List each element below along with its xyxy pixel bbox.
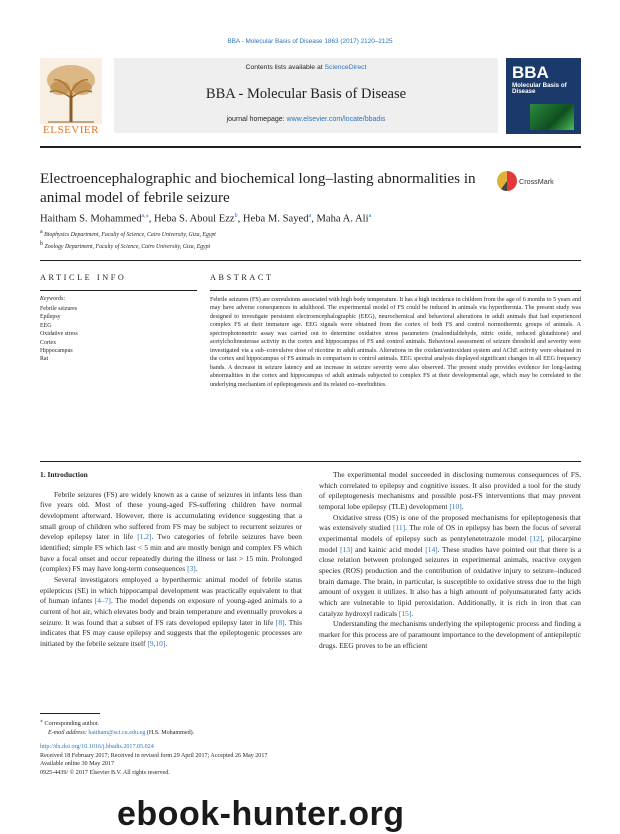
citation-link[interactable]: [3]: [187, 564, 196, 574]
author-affil-mark[interactable]: a: [308, 213, 312, 219]
citation-link[interactable]: [12]: [529, 533, 543, 543]
keyword-item: Rat: [40, 356, 49, 363]
author-name: Heba M. Sayed: [242, 213, 309, 225]
body-paragraph: [319, 470, 581, 513]
paragraph-text: . The model depends on exposure of young-aged animals to a current of hot air, which elevates body and brain temperature and eventually provokes a seizure. It was found that a subset of FS rats developed epilepsy later in life: [40, 596, 303, 627]
citation-link[interactable]: [9,10]: [147, 638, 166, 648]
footnote-mark: ⁎: [40, 718, 43, 724]
body-paragraph: [40, 490, 302, 575]
cover-text: [512, 64, 576, 95]
abstract-text: Febrile seizures (FS) are convulsions associated with high body temperature. It has a high incidence in children from the age of 6 months to 5 years and may have adverse consequences in adulthood. The experimental model of FS could be induced in animals via hyperthermia. The present study was designed to investigate persistent electroencephalographic (EEG), neurochemical and behavioral alterations in adult animals that had experienced complex FS at their immature age. EEG signals were obtained from the cortex of both FS and control normothermic groups of animals. A spectrophotometric assay was carried out to determine oxidative stress parameters (malondialdehyde, nitric oxide, reduced glutathione) and acetylcholinesterase activity in the cortex and hippocampus of FS and control animals. Behavioral assessment of seizure threshold and severity were investigated via a sub–convulsive dose of nicotine in adult animals. Alterations in the oxidant/antioxidant system and AChE activity were obtained in the cortex and hippocampus of FS animals in comparison to control animals. EEG spectral analysis displayed significant changes in all EEG frequency bands. A decrease in seizure latency and an increase in seizure severity were also observed. The present study provides evidence for long-lasting abnormalities in the cortex and hippocampus of adult animals subjected to complex FS at their developmental age, which may be correlated to the underlying mechanism of epileptogenesis and its related co–morbidities.: [210, 297, 581, 388]
paragraph-text: .: [461, 501, 464, 511]
journal-masthead: [40, 58, 581, 141]
right-paragraphs: [319, 470, 581, 651]
homepage-link[interactable]: www.elsevier.com/locate/bbadis: [286, 116, 386, 123]
footnote-label: Corresponding author.: [44, 721, 100, 728]
paragraph-text: . Two categories of febrile seizures have been identified; simple FS which last < 5 min and are mostly benign and complex FS which have a focal onset and occur repeatedly during the illness or last > 15 min. Prolonged (complex) FS may have long-term consequences: [40, 532, 302, 574]
elsevier-logo[interactable]: [40, 58, 102, 138]
article-info-heading: ARTICLE INFO: [40, 273, 127, 282]
paper-title: Electroencephalographic and biochemical long–lasting abnormalities in animal model of febrile seizure: [40, 170, 476, 206]
watermark: ebook-hunter.org: [117, 795, 405, 833]
body-paragraph: [319, 619, 581, 651]
author-separator: ,: [148, 213, 154, 225]
masthead-rule: [40, 146, 581, 148]
citation-link[interactable]: [8]: [275, 617, 285, 627]
citation-link[interactable]: [11]: [393, 523, 406, 533]
body-paragraph: [40, 575, 302, 650]
article-info-rule: [40, 290, 197, 291]
email-link[interactable]: haitham@sci.cu.edu.eg: [88, 729, 146, 736]
keyword-item: EEG: [40, 322, 52, 329]
keyword-item: Epilepsy: [40, 314, 61, 321]
paragraph-text: Oxidative stress (OS) is one of the proposed mechanisms for epileptogenesis that was extensively studied: [319, 512, 581, 533]
affiliation-text: Biophysics Department, Faculty of Science, Cairo University, Giza, Egypt: [44, 231, 216, 238]
cover-image: [530, 104, 574, 130]
received-dates: Received 18 February 2017; Received in revised form 29 April 2017; Accepted 26 May 2017: [40, 752, 268, 759]
crossmark-label: CrossMark: [519, 177, 554, 186]
keywords-list: [40, 305, 78, 364]
paragraph-text: Several investigators employed a hyperthermic animal model of febrile status epilepticus (SE) in which hippocampal development was practically equivalent to that of human infants: [40, 574, 302, 606]
body-paragraph: [319, 513, 581, 620]
cover-subtitle: Molecular Basis of Disease: [512, 82, 567, 96]
publication-info: [40, 743, 267, 777]
corresponding-author-footnote: [40, 717, 194, 737]
email-suffix: (H.S. Mohammed).: [145, 729, 195, 736]
section-rule: [40, 260, 581, 261]
email-label: E-mail address:: [48, 729, 89, 736]
crossmark-badge[interactable]: [497, 170, 553, 192]
footnote-rule: [40, 713, 100, 714]
paragraph-text: The experimental model succeeded in disclosing numerous consequences of FS, which correlated to epilepsy and cognitive issues. It also provided a tool for the study of epileptogenesis mechanisms and possible post-FS interventions that may prevent temporal lobe epilepsy (TLE) development: [319, 470, 581, 511]
author-separator: ,: [311, 213, 317, 225]
citation-link[interactable]: [1,2]: [137, 532, 152, 542]
affiliation-line: [40, 228, 581, 240]
author-name: Haitham S. Mohammed: [40, 213, 142, 225]
author-separator: ,: [237, 213, 243, 225]
body-column-right: [319, 470, 581, 651]
affiliation-mark: b: [40, 240, 45, 247]
keyword-item: Febrile seizures: [40, 306, 78, 312]
homepage-line: [114, 116, 498, 123]
cover-title: BBA: [512, 63, 549, 82]
sciencedirect-link[interactable]: ScienceDirect: [324, 64, 367, 71]
author-name: Heba S. Aboul Ezz: [153, 213, 235, 225]
paragraph-text: Understanding the mechanisms underlying the epileptogenic process and finding a marker for this process are of paramount importance to the development of antiepileptic drugs. EEG proves to be an efficient: [319, 619, 581, 650]
footnote-line-2: [40, 729, 194, 738]
author-affil-mark[interactable]: b: [234, 213, 238, 219]
elsevier-wordmark: ELSEVIER: [43, 124, 99, 136]
citation-link[interactable]: [15]: [398, 608, 412, 618]
abstract-rule: [210, 290, 581, 291]
author-affil-mark[interactable]: a,⁎: [141, 213, 149, 219]
footnote-line-1: [40, 717, 194, 729]
copyright-line: 0925-4439/ © 2017 Elsevier B.V. All rights reserved.: [40, 769, 170, 776]
keywords-label: Keywords:: [40, 296, 66, 302]
paragraph-text: and kainic acid model: [352, 544, 426, 554]
masthead-panel: [114, 58, 498, 133]
paragraph-text: Febrile seizures (FS) are widely known as a cause of seizures in infants less than five years old. Most of these young-aged FS-suffering children have normal development afterward. However, there is accumulating evidence suggesting that a small group of children who suffered from FS may be subject to recurrent seizures or develop epilepsy later in life: [40, 489, 302, 542]
keyword-item: Cortex: [40, 339, 57, 346]
paragraph-text: . This indicates that FS may cause epilepsy and suggests that the epileptogenic processes are initiated by the febrile seizure itself: [40, 617, 302, 648]
author-affil-mark[interactable]: a: [368, 213, 372, 219]
contents-line: [114, 64, 498, 71]
paragraph-text: . The role of OS in epilepsy has been the focus of several experimental models of epilepsy such as pentylenetetrazole model: [319, 523, 581, 543]
author-name: Maha A. Ali: [316, 213, 369, 225]
body-column-left: [40, 470, 302, 650]
affiliations: [40, 228, 581, 252]
online-date: Available online 30 May 2017: [40, 761, 115, 768]
citation-link[interactable]: [4–7]: [94, 596, 111, 606]
crossmark-icon: [497, 171, 517, 191]
paragraph-text: .: [165, 638, 168, 648]
affiliation-line: [40, 240, 581, 252]
journal-reference[interactable]: BBA - Molecular Basis of Disease 1863 (2017) 2120–2125: [227, 38, 393, 45]
left-paragraphs: [40, 490, 302, 650]
citation-link[interactable]: [13]: [340, 544, 353, 554]
keyword-item: Oxidative stress: [40, 331, 78, 338]
affiliation-mark: a: [40, 229, 45, 235]
paragraph-text: .: [411, 608, 414, 618]
paragraph-text: .: [195, 564, 198, 574]
abstract-bottom-rule: [40, 461, 581, 462]
doi-link[interactable]: http://dx.doi.org/10.1016/j.bbadis.2017.05.024: [40, 744, 154, 750]
abstract-heading: ABSTRACT: [210, 273, 274, 282]
citation-link[interactable]: [10]: [449, 501, 462, 511]
affiliation-text: Zoology Department, Faculty of Science, Cairo University, Giza, Egypt: [44, 243, 211, 250]
keyword-item: Hippocampus: [40, 348, 73, 355]
citation-link[interactable]: [14]: [425, 544, 438, 554]
homepage-prefix: journal homepage:: [226, 116, 287, 123]
journal-cover[interactable]: [506, 58, 581, 134]
contents-prefix: Contents lists available at: [245, 64, 325, 71]
paragraph-text: . These studies have pointed out that there is a close relation between prolonged seizures in experimental animals, reactive oxygen species (ROS) production and the contribution of oxidative injury to seizure–induced brain damage. The brain, in particular, is susceptible to oxidative stress due to the high amount of oxygen it utilizes. It also has a high amount of polyunsaturated fatty acids which are vulnerable to lipid peroxidation. Additionally, it is rich in iron that can catalyze hydroxyl radicals: [319, 544, 581, 618]
journal-title: BBA - Molecular Basis of Disease: [205, 86, 407, 102]
section-heading: 1. Introduction: [40, 470, 88, 479]
author-list: [40, 212, 581, 225]
paragraph-text: , pilocarpine model: [319, 533, 581, 554]
